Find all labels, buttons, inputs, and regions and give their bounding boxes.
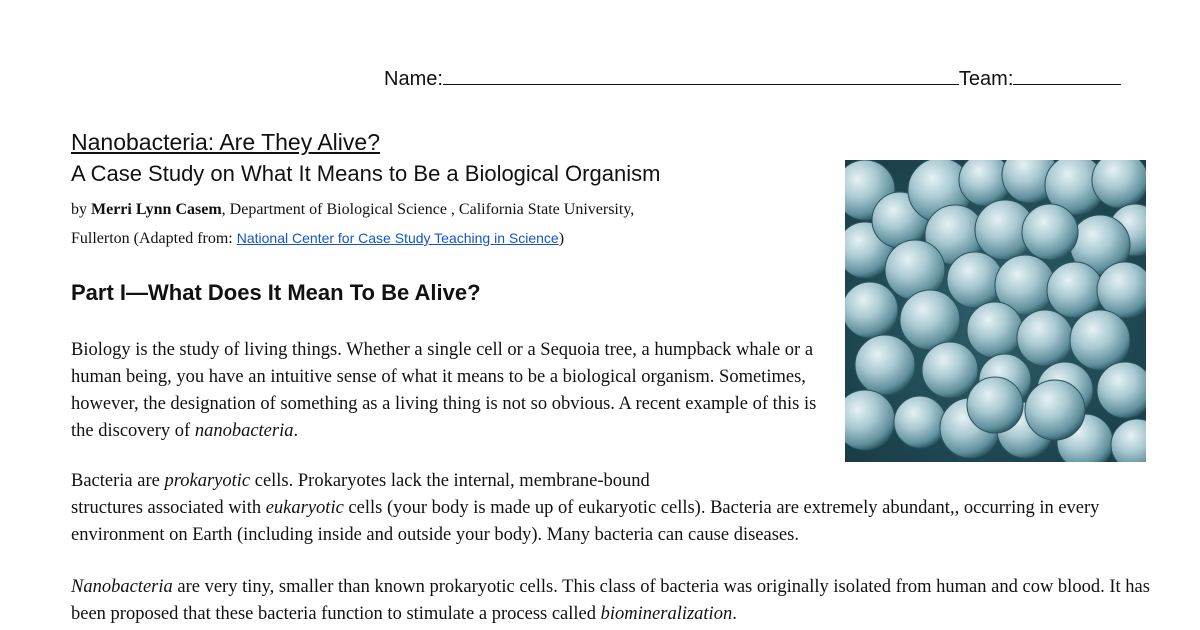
paragraph-nanobacteria-text: are very tiny, smaller than known prokaryotic cells. This class of bacteria was originally isolated from human and cow blood. It has been proposed that these bacteria function to stimulate a process called	[71, 577, 1150, 624]
author-affiliation-cont: Fullerton (Adapted from:	[71, 230, 237, 247]
byline-close: )	[558, 230, 565, 247]
term-nanobacteria: nanobacteria	[194, 421, 294, 441]
team-label: Team:	[958, 68, 1014, 90]
paragraph-nanobacteria-end: .	[732, 604, 737, 624]
document-title: Nanobacteria: Are They Alive?	[71, 129, 380, 155]
source-link[interactable]: National Center for Case Study Teaching in Science	[236, 230, 559, 246]
team-blank-line[interactable]	[1013, 68, 1121, 85]
byline	[71, 195, 791, 253]
paragraph-bacteria-text-3: structures associated with	[71, 498, 266, 518]
document-subtitle: A Case Study on What It Means to Be a Biological Organism	[71, 161, 661, 186]
author-name: Merri Lynn Casem	[91, 201, 222, 218]
paragraph-bacteria-text-1: Bacteria are	[71, 471, 165, 491]
term-eukaryotic: eukaryotic	[265, 498, 344, 518]
paragraph-nanobacteria	[71, 574, 1181, 628]
term-biomineralization: biomineralization	[600, 604, 733, 624]
term-nanobacteria-2: Nanobacteria	[71, 577, 173, 597]
paragraph-bacteria-text-2: cells. Prokaryotes lack the internal, membrane-bound	[250, 471, 650, 491]
student-info-header	[384, 68, 1121, 91]
byline-by: by	[71, 201, 87, 218]
section-heading: Part I—What Does It Mean To Be Alive?	[71, 280, 481, 305]
name-blank-line[interactable]	[443, 68, 959, 85]
paragraph-intro	[71, 337, 831, 445]
paragraph-intro-end: .	[293, 421, 299, 441]
name-label: Name:	[384, 68, 443, 90]
nanobacteria-micrograph	[845, 160, 1146, 462]
term-prokaryotic: prokaryotic	[164, 471, 251, 491]
micrograph-icon	[845, 160, 1146, 462]
paragraph-bacteria	[71, 468, 1181, 549]
paragraph-bacteria-text-4: cells (your body is made up of eukaryotic cells). Bacteria are extremely abundant,, occurring in every environment on Earth (including inside and outside your body). Many bacteria can cause diseases.	[71, 498, 1100, 545]
author-affiliation: , Department of Biological Science , California State University,	[221, 201, 635, 218]
paragraph-intro-text: Biology is the study of living things. Whether a single cell or a Sequoia tree, a humpback whale or a human being, you have an intuitive sense of what it means to be a biological organism. Sometimes, however, the designation of something as a living thing is not so obvious. A recent example of this is the discovery of	[71, 340, 817, 441]
